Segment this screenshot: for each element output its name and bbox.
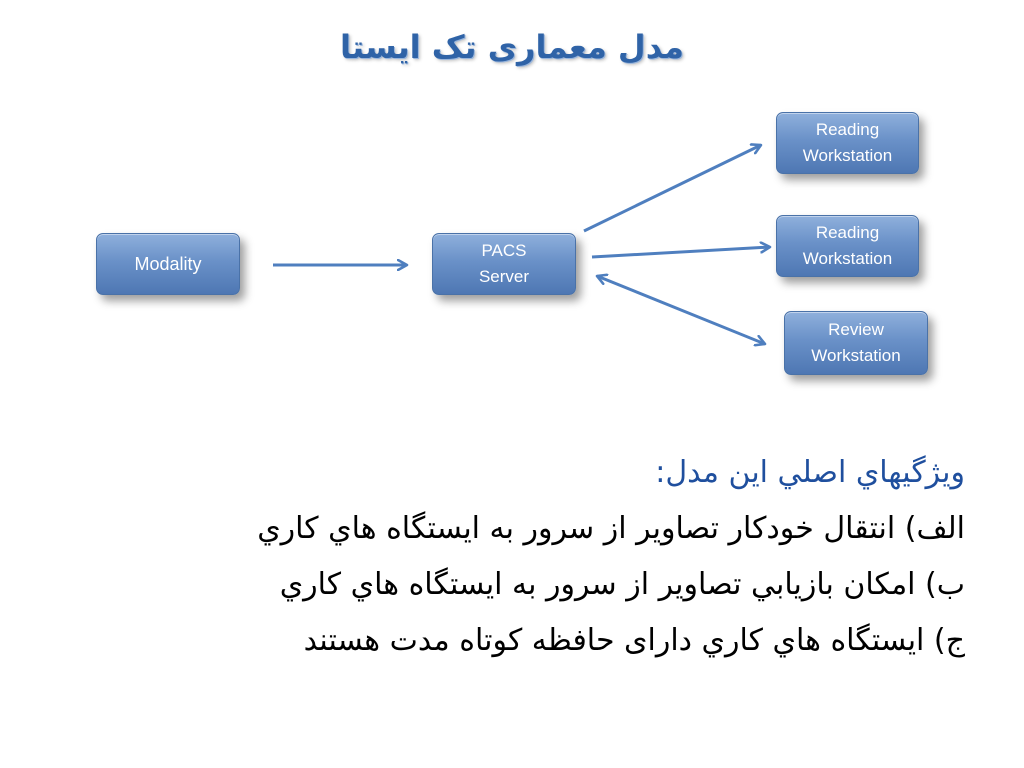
arrow-pacs-to-reading-2 [592,247,770,257]
pacs-label-line2: Server [478,267,530,286]
features-text [60,445,965,669]
arrow-pacs-review-bidirectional [597,276,765,344]
reading-workstation-node-1 [776,112,919,174]
pacs-server-node [432,233,576,295]
feature-item-c: ج) ايستگاه هاي کاري دارای حافظه کوتاه مدت هستند [303,623,965,658]
pacs-label-line1: PACS [481,241,527,260]
reading-workstation-node-2 [776,215,919,277]
reading2-label-line1: Reading [815,223,880,242]
arrow-pacs-to-reading-1 [584,145,761,231]
slide-title: مدل معماری تک ایستا [340,28,684,66]
reading1-label-line2: Workstation [802,146,893,165]
modality-label: Modality [134,254,202,274]
features-heading: ويژگيهاي اصلي اين مدل: [655,455,965,490]
reading1-label-line1: Reading [815,120,880,139]
review-workstation-node [784,311,928,375]
review-label-line1: Review [828,320,884,339]
feature-item-b: ب) امکان بازيابي تصاوير از سرور به ايستگاه هاي کاري [279,567,965,602]
reading2-label-line2: Workstation [802,249,893,268]
modality-node [96,233,240,295]
feature-item-a: الف) انتقال خودکار تصاوير از سرور به ايستگاه هاي کاري [257,511,965,546]
review-label-line2: Workstation [811,346,901,365]
